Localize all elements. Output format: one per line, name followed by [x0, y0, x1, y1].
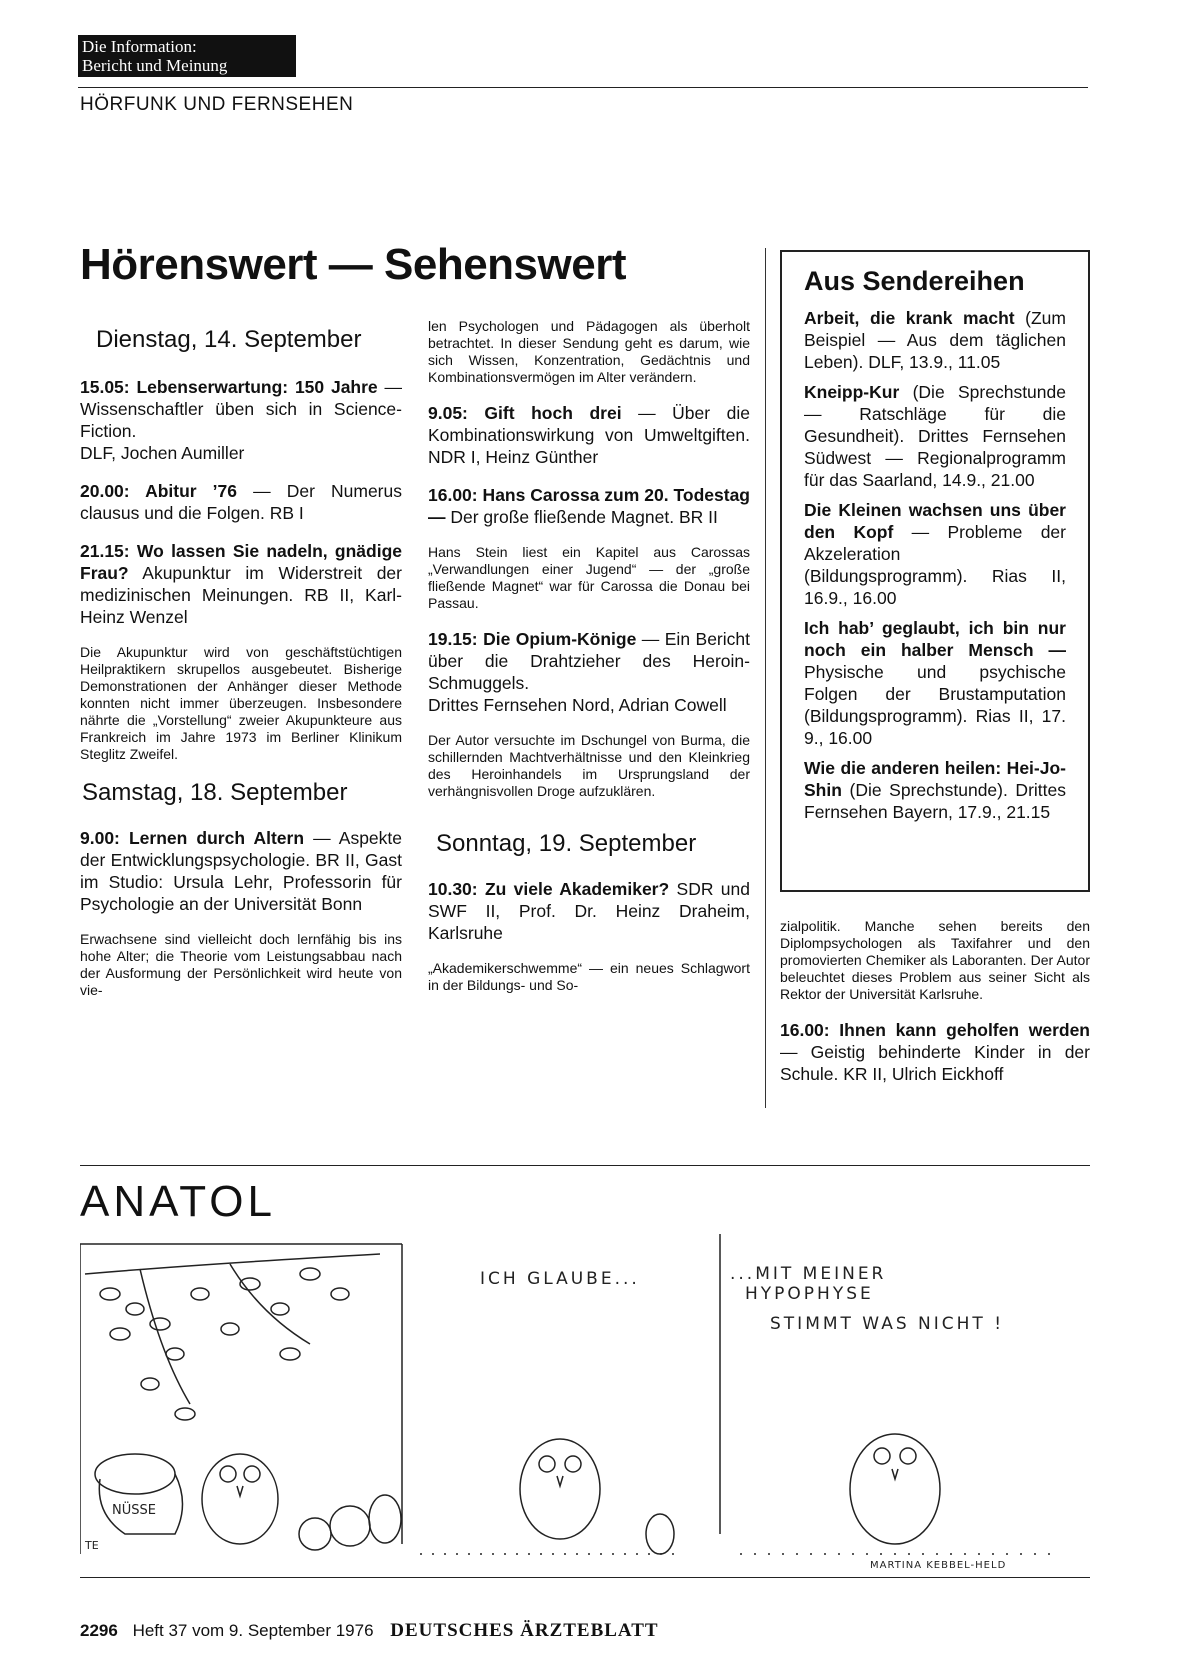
program-desc: Akupunktur im Widerstreit der medizinischen Meinungen. RB II, Karl-Heinz Wenzel [80, 563, 402, 627]
speech-bubble-2a: ...MIT MEINER [730, 1264, 887, 1284]
program-time-title: 16.00: Hans Carossa zum 20. Todestag — [428, 485, 750, 527]
program-desc: Der große fließende Magnet. BR II [445, 507, 718, 527]
box-title: Aus Sendereihen [804, 266, 1025, 296]
program-note: Hans Stein liest ein Kapitel aus Carossas „Verwandlungen einer Jugend“ — der „große fließende Magnet“ war für Carossa die Donau bei Passau. [428, 544, 750, 611]
program-desc: — Wissenschaftler üben sich in Science-Fiction. [80, 377, 402, 441]
speech-bubble-2b: HYPOPHYSE [745, 1284, 874, 1304]
program-time-title: 10.30: Zu viele Akademiker? [428, 879, 670, 899]
program-desc: — Der Numerus clausus und die Folgen. RB I [80, 481, 402, 523]
program-time-title: 19.15: Die Opium-Könige [428, 629, 637, 649]
program-time-title: 9.05: Gift hoch drei [428, 403, 622, 423]
artist-initials: TE [85, 1539, 99, 1552]
series-title: Ich hab’ geglaubt, ich bin nur noch ein halber Mensch — [804, 618, 1066, 660]
series-title: Die Kleinen wachsen uns über den Kopf [804, 500, 1066, 542]
day-heading-tuesday: Dienstag, 14. September [96, 326, 362, 353]
series-desc: Physische und psychische Folgen der Brustamputation (Bildungsprogramm). Rias II, 17. 9., 16.00 [804, 662, 1066, 748]
page-title: Hörenswert — Sehenswert [80, 240, 626, 289]
top-rule [78, 87, 1088, 88]
program-entry [428, 402, 750, 468]
sack-label: NÜSSE [112, 1503, 156, 1518]
magazine-name: DEUTSCHES ÄRZTEBLATT [390, 1620, 659, 1641]
day-heading-saturday: Samstag, 18. September [82, 779, 348, 806]
speech-bubble-1: ICH GLAUBE... [480, 1269, 640, 1289]
column-1 [80, 326, 402, 1015]
program-note: Erwachsene sind vielleicht doch lernfähig bis ins hohe Alter; die Theorie vom Leistungsabbau nach der Ausformung der Persönlichkeit wird heute von vie- [80, 931, 402, 998]
program-time-title: 16.00: Ihnen kann geholfen werden [780, 1020, 1090, 1040]
page-footer [80, 1620, 659, 1642]
program-entry [428, 484, 750, 528]
artist-signature: MARTINA KEBBEL-HELD [870, 1560, 1007, 1571]
program-time-title: 21.15: Wo lassen Sie nadeln, gnädige Frau? [80, 541, 402, 583]
program-entry [80, 540, 402, 628]
series-title: Kneipp-Kur [804, 382, 900, 402]
program-entry [428, 878, 750, 944]
program-desc: DLF, Jochen Aumiller [80, 443, 245, 463]
program-desc: SDR und SWF II, Prof. Dr. Heinz Draheim, Karlsruhe [428, 879, 750, 943]
series-entry [804, 757, 1066, 823]
page-number: 2296 [80, 1621, 118, 1640]
comic-bottom-rule [80, 1577, 1090, 1578]
comic-strip [80, 1234, 1090, 1574]
program-entry [80, 827, 402, 915]
fruit-drawing [299, 1495, 401, 1550]
program-note: „Akademikerschwemme“ — ein neues Schlagwort in der Bildungs- und So- [428, 960, 750, 993]
program-note: Der Autor versuchte im Dschungel von Burma, die schillernden Machtverhältnisse und den Kleinkrieg des Heroinhandels im Ursprungsland der verhängnisvollen Droge aufzuklären. [428, 732, 750, 799]
masthead-line2: Bericht und Meinung [82, 56, 228, 75]
series-title: Arbeit, die krank macht [804, 308, 1015, 328]
program-entry [780, 1019, 1090, 1085]
program-desc: — Geistig behinderte Kinder in der Schule. KR II, Ulrich Eickhoff [780, 1042, 1090, 1084]
issue-info: Heft 37 vom 9. September 1976 [132, 1621, 374, 1640]
program-entry [80, 376, 402, 464]
owl-3-drawing [850, 1434, 940, 1544]
series-entry [804, 307, 1066, 373]
masthead-line1: Die Information: [82, 37, 197, 56]
owl-2-drawing [520, 1439, 674, 1554]
branch-leaves-drawing [85, 1254, 380, 1420]
series-desc: (Die Sprechstunde — Ratschläge für die Gesundheit). Drittes Fernsehen Südwest — Regionalprogramm für das Saarland, 14.9., 21.00 [804, 382, 1066, 490]
series-entry [804, 381, 1066, 491]
aus-sendereihen-box [780, 250, 1090, 892]
program-desc: Drittes Fernsehen Nord, Adrian Cowell [428, 695, 727, 715]
day-heading-sunday: Sonntag, 19. September [436, 830, 697, 857]
program-note: len Psychologen und Pädagogen als überholt betrachtet. In dieser Sendung geht es darum, wie sich Wissen, Konzentration, Gedächtnis und Kombinationsvermögen im Alter verändern. [428, 318, 750, 385]
series-desc: — Probleme der Akzeleration (Bildungsprogramm). Rias II, 16.9., 16.00 [804, 522, 1066, 608]
nut-sack-drawing [95, 1454, 183, 1534]
series-entry [804, 499, 1066, 609]
series-desc: (Die Sprechstunde). Drittes Fernsehen Bayern, 17.9., 21.15 [804, 780, 1066, 822]
program-entry [428, 628, 750, 716]
comic-title: ANATOL [80, 1177, 276, 1226]
program-desc: — Ein Bericht über die Drahtzieher des Heroin-Schmuggels. [428, 629, 750, 693]
program-note: zialpolitik. Manche sehen bereits den Diplompsychologen als Taxifahrer und den promovierten Chemiker als Laboranten. Der Autor beleuchtet dieses Problem aus seiner Sicht als Rektor der Universität Karlsruhe. [780, 918, 1090, 1002]
speech-bubble-2c: STIMMT WAS NICHT ! [770, 1314, 1005, 1334]
owl-1-drawing [202, 1454, 278, 1544]
program-time-title: 15.05: Lebenserwartung: 150 Jahre [80, 377, 378, 397]
series-entry [804, 617, 1066, 749]
program-note: Die Akupunktur wird von geschäftstüchtigen Heilpraktikern skrupellos ausgebeutet. Bisherige Demonstrationen der Anhänger dieser Methode konnten nicht immer überzeugen. Insbesondere nährte die „Vorstellung“ zweier Akupunkteure aus Frankreich im Jahre 1973 im Berliner Klinikum Steglitz Zweifel. [80, 644, 402, 762]
series-desc: (Zum Beispiel — Aus dem täglichen Leben). DLF, 13.9., 11.05 [804, 308, 1066, 372]
masthead-box [78, 35, 296, 77]
column-divider [765, 248, 766, 1108]
column-3 [780, 918, 1090, 1101]
series-title: Wie die anderen heilen: Hei-Jo-Shin [804, 758, 1066, 800]
program-desc: — Über die Kombinationswirkung von Umweltgiften. NDR I, Heinz Günther [428, 403, 750, 467]
program-time-title: 20.00: Abitur ’76 [80, 481, 238, 501]
program-time-title: 9.00: Lernen durch Altern [80, 828, 305, 848]
section-title: HÖRFUNK UND FERNSEHEN [80, 94, 354, 115]
comic-top-rule [80, 1165, 1090, 1166]
column-2 [428, 318, 750, 1010]
program-desc: — Aspekte der Entwicklungspsychologie. BR II, Gast im Studio: Ursula Lehr, Professorin für Psychologie an der Universität Bonn [80, 828, 403, 914]
program-entry [80, 480, 402, 524]
